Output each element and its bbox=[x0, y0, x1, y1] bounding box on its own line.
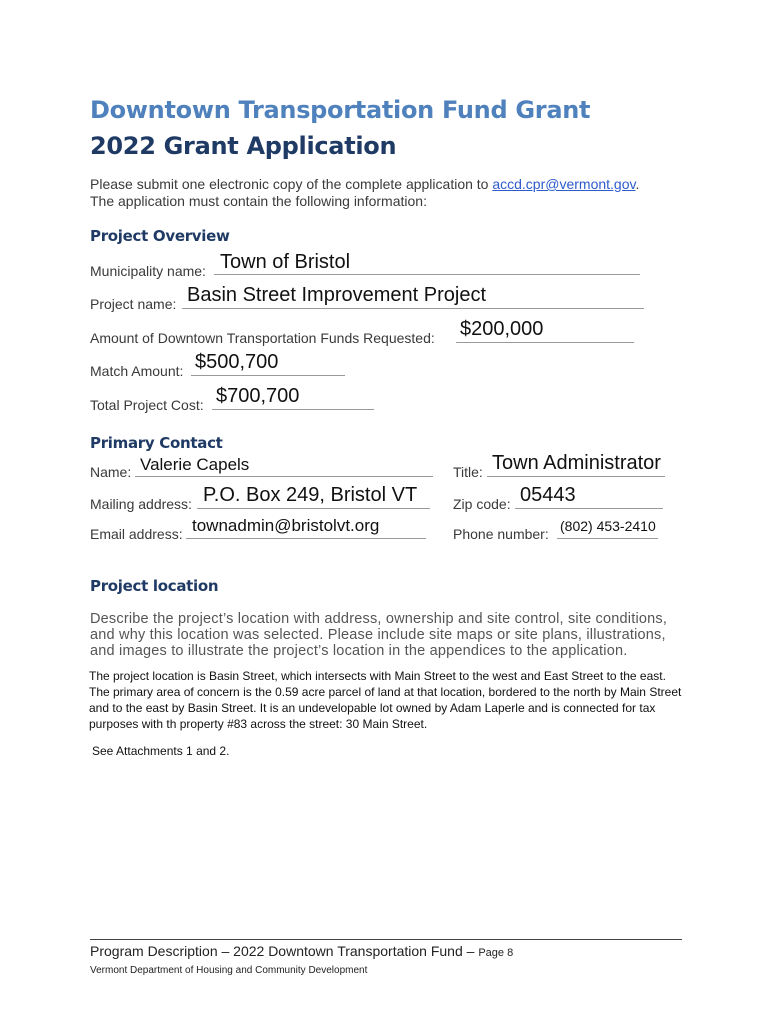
footer-page-number: Page 8 bbox=[478, 947, 514, 959]
match-amount-field-line bbox=[191, 375, 345, 376]
title-label: Title: bbox=[453, 464, 483, 480]
municipality-field-line bbox=[214, 274, 640, 275]
mailing-address-label: Mailing address: bbox=[90, 496, 192, 512]
footer-program-text: Program Description – 2022 Downtown Transportation Fund – bbox=[90, 943, 479, 959]
email-address-label: Email address: bbox=[90, 526, 183, 542]
mailing-address-field[interactable]: P.O. Box 249, Bristol VT bbox=[203, 484, 418, 506]
email-address-field[interactable]: townadmin@bristolvt.org bbox=[192, 516, 380, 535]
municipality-field[interactable]: Town of Bristol bbox=[220, 251, 351, 273]
zip-code-label: Zip code: bbox=[453, 496, 511, 512]
project-name-label: Project name: bbox=[90, 296, 177, 312]
amount-requested-label: Amount of Downtown Transportation Funds Requested: bbox=[90, 330, 435, 346]
footer-program-line bbox=[90, 943, 513, 959]
intro-text-before: Please submit one electronic copy of the complete application to bbox=[90, 176, 493, 192]
match-amount-field[interactable]: $500,700 bbox=[195, 351, 279, 373]
amount-requested-field[interactable]: $200,000 bbox=[460, 318, 544, 340]
form-title: Downtown Transportation Fund Grant bbox=[90, 96, 591, 124]
zip-code-field[interactable]: 05443 bbox=[520, 484, 576, 506]
footer-department: Vermont Department of Housing and Community Development bbox=[90, 965, 368, 976]
total-cost-field[interactable]: $700,700 bbox=[216, 385, 300, 407]
submission-email-link[interactable]: accd.cpr@vermont.gov bbox=[492, 176, 636, 192]
primary-contact-heading: Primary Contact bbox=[90, 434, 223, 452]
phone-number-field[interactable]: (802) 453-2410 bbox=[560, 518, 656, 534]
phone-number-label: Phone number: bbox=[453, 526, 549, 542]
name-field-line bbox=[135, 476, 433, 477]
intro-line-2: The application must contain the following information: bbox=[90, 193, 427, 209]
match-amount-label: Match Amount: bbox=[90, 363, 184, 379]
intro-text-after: . bbox=[635, 176, 640, 192]
attachments-note: See Attachments 1 and 2. bbox=[92, 744, 230, 758]
project-location-response[interactable]: The project location is Basin Street, which intersects with Main Street to the west and East Street to the east. The primary area of concern is the 0.59 acre parcel of land at that location, bordered to the north by Main Street and to the east by Basin Street. It is an undevelopable lot owned by Adam Laperle and is connected for tax purposes with th property #83 across the street: 30 Main Street. bbox=[89, 669, 682, 731]
name-label: Name: bbox=[90, 464, 132, 480]
municipality-label: Municipality name: bbox=[90, 263, 206, 279]
project-location-instructions: Describe the project’s location with address, ownership and site control, site conditions, and why this location was selected. Please include site maps or site plans, illustrations, and images to illustrate the project’s location in the appendices to the application. bbox=[90, 611, 668, 659]
title-field[interactable]: Town Administrator bbox=[492, 452, 661, 474]
title-field-line bbox=[487, 476, 665, 477]
amount-requested-field-line bbox=[456, 342, 634, 343]
footer-divider bbox=[90, 939, 682, 940]
total-cost-label: Total Project Cost: bbox=[90, 397, 204, 413]
name-field[interactable]: Valerie Capels bbox=[140, 455, 250, 474]
phone-number-field-line bbox=[557, 538, 658, 539]
zip-code-field-line bbox=[515, 508, 663, 509]
project-name-field-line bbox=[182, 308, 644, 309]
form-subtitle: 2022 Grant Application bbox=[90, 132, 397, 160]
mailing-address-field-line bbox=[197, 508, 430, 509]
intro-text bbox=[90, 176, 639, 210]
project-location-heading: Project location bbox=[90, 577, 219, 595]
project-name-field[interactable]: Basin Street Improvement Project bbox=[187, 284, 487, 306]
project-overview-heading: Project Overview bbox=[90, 227, 230, 245]
total-cost-field-line bbox=[212, 409, 374, 410]
email-address-field-line bbox=[186, 538, 426, 539]
